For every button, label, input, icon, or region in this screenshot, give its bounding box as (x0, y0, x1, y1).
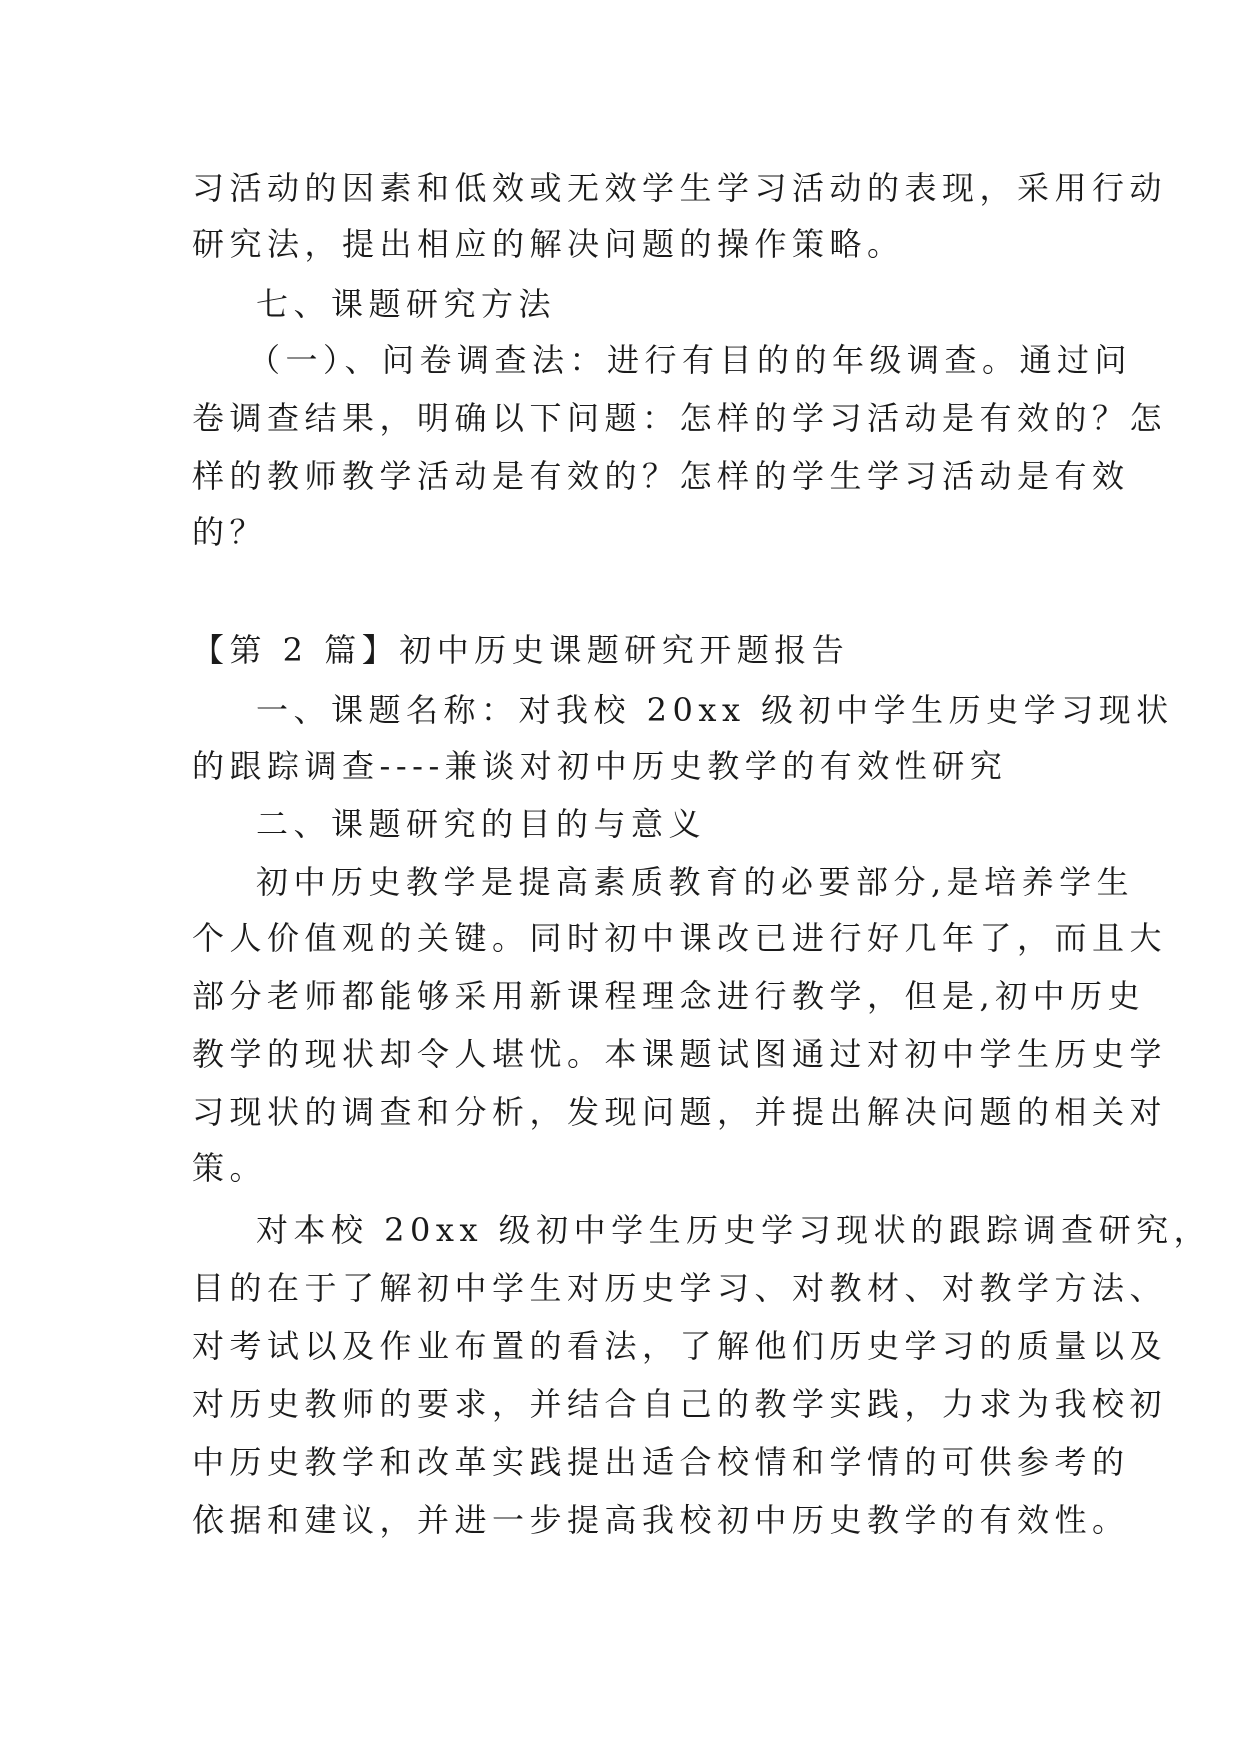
text-line: 一、课题名称：对我校 20xx 级初中学生历史学习现状 (256, 691, 1174, 729)
text-line: 策。 (192, 1149, 268, 1187)
section-heading: 二、课题研究的目的与意义 (256, 805, 707, 843)
text-line: 个人价值观的关键。同时初中课改已进行好几年了，而且大 (192, 919, 1168, 957)
text-line: （一）、问卷调查法：进行有目的的年级调查。通过问 (248, 341, 1133, 379)
text-line: 目的在于了解初中学生对历史学习、对教材、对教学方法、 (192, 1269, 1168, 1307)
text-line: 初中历史教学是提高素质教育的必要部分,是培养学生 (256, 863, 1135, 901)
text-line: 对本校 20xx 级初中学生历史学习现状的跟踪调查研究， (256, 1211, 1212, 1249)
text-line: 的？ (192, 513, 268, 551)
text-line: 对历史教师的要求，并结合自己的教学实践，力求为我校初 (192, 1385, 1168, 1423)
text-line: 习现状的调查和分析，发现问题，并提出解决问题的相关对 (192, 1093, 1168, 1131)
text-line: 卷调查结果，明确以下问题：怎样的学习活动是有效的？怎 (192, 399, 1168, 437)
text-line: 的跟踪调查----兼谈对初中历史教学的有效性研究 (192, 747, 1008, 785)
section-heading: 七、课题研究方法 (256, 285, 557, 323)
text-line: 研究法，提出相应的解决问题的操作策略。 (192, 225, 905, 263)
article-title: 【第 2 篇】初中历史课题研究开题报告 (192, 631, 850, 669)
text-line: 依据和建议，并进一步提高我校初中历史教学的有效性。 (192, 1501, 1130, 1539)
text-line: 样的教师教学活动是有效的？怎样的学生学习活动是有效 (192, 457, 1130, 495)
text-line: 中历史教学和改革实践提出适合校情和学情的可供参考的 (192, 1443, 1130, 1481)
text-line: 习活动的因素和低效或无效学生学习活动的表现，采用行动 (192, 169, 1168, 207)
text-line: 教学的现状却令人堪忧。本课题试图通过对初中学生历史学 (192, 1035, 1168, 1073)
text-line: 对考试以及作业布置的看法，了解他们历史学习的质量以及 (192, 1327, 1168, 1365)
text-line: 部分老师都能够采用新课程理念进行教学，但是,初中历史 (192, 977, 1146, 1015)
